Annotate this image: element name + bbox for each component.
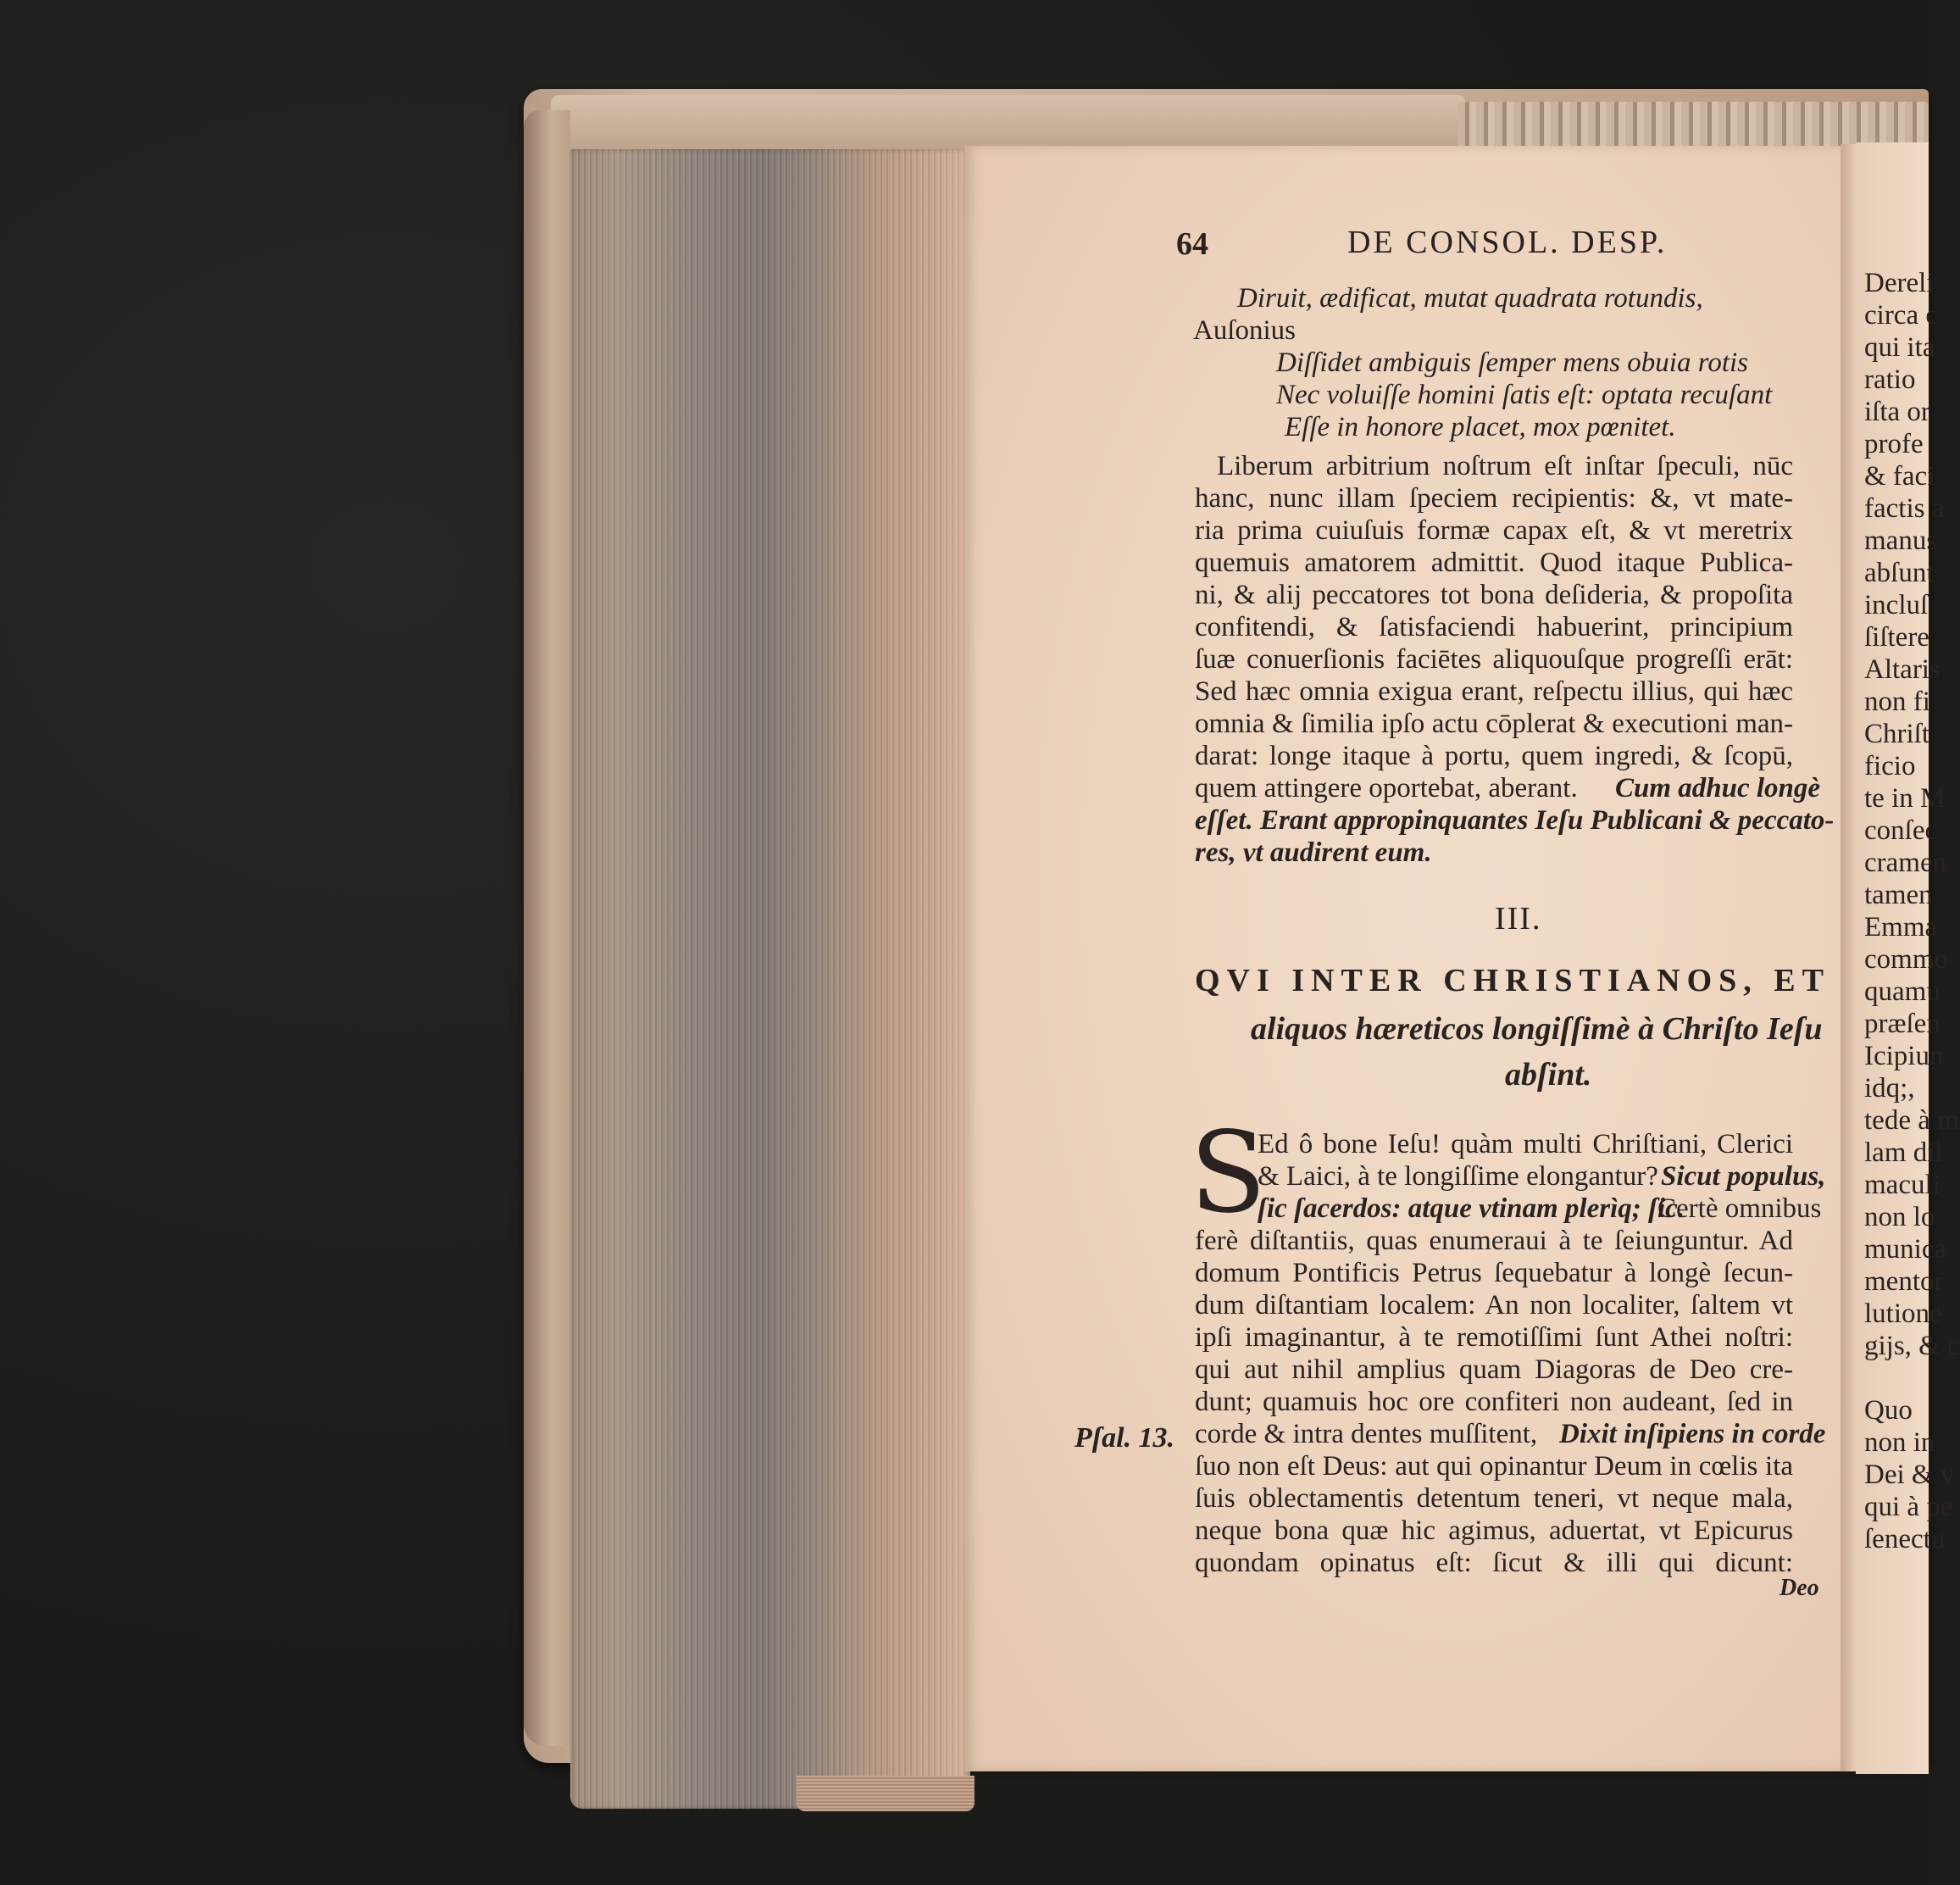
para1-line: res, vt audirent eum. [1195,837,1432,868]
facing-page-line: ratio [1864,364,1916,395]
facing-page-line: conſec [1864,815,1938,846]
page-fore-edge [570,149,970,1809]
para2-line: ferè diſtantiis, quas enumeraui à te ſeiunguntur. Ad [1195,1226,1793,1256]
facing-page-line: manus [1864,525,1938,556]
section-subtitle: aliquos hæreticos longiſſimè à Chriſto Ieſu [1251,1011,1823,1047]
para2-italic: Dixit inſipiens in corde [1559,1419,1826,1449]
facing-page-line: abſunt [1864,558,1935,588]
facing-page-line: idq;, [1864,1073,1915,1104]
facing-page-line: Dereli [1864,268,1935,298]
section-title: QVI INTER CHRISTIANOS, ET [1195,963,1830,998]
para2-line: Ed ô bone Ieſu! quàm multi Chriſtiani, Clerici [1258,1129,1793,1159]
facing-page-line: gijs, & c [1864,1331,1960,1361]
facing-page-line: iſta or [1864,397,1930,427]
para1-line: confitendi, & ſatisfaciendi habuerint, principium [1195,612,1793,642]
facing-page-line: tede à m [1864,1105,1959,1136]
verse-author: Auſonius [1193,315,1296,346]
verse-line-2: Diſſidet ambiguis ſemper mens obuia rotis [1276,348,1749,378]
verse-line-3: Nec voluiſſe homini ſatis eſt: optata recuſant [1276,380,1773,410]
facing-page-line: non in [1864,1427,1935,1458]
para2-line: qui aut nihil amplius quam Diagoras de Deo cre- [1195,1354,1793,1385]
para2-line: ſuis oblectamentis detentum teneri, vt neque mala, [1195,1483,1793,1514]
facing-page-line: munica [1864,1234,1947,1265]
facing-page-line: Dei & v [1864,1460,1955,1490]
facing-page-line: Icipiun [1864,1041,1944,1071]
verse-line-1: Diruit, ædificat, mutat quadrata rotundis, [1237,283,1703,314]
page-number: 64 [1176,226,1208,262]
facing-page [1856,142,1960,1774]
para1-line: ſuæ conuerſionis faciētes aliquouſque progreſſi erāt: [1195,644,1793,675]
section-number: III. [1495,901,1542,937]
facing-page-line: non lo [1864,1202,1935,1232]
para2-line: domum Pontificis Petrus ſequebatur à longè ſecun- [1195,1258,1793,1288]
para1-line: ria prima cuiuſuis formæ capax eſt, & vt meretrix [1195,515,1793,546]
facing-page-line: commo [1864,944,1948,975]
facing-page-line: ficio [1864,751,1916,781]
para1-line: omnia & ſimilia ipſo actu cōplerat & executioni man- [1195,709,1793,739]
facing-page-line: circa c [1864,300,1938,331]
para2-line: quondam opinatus eſt: ſicut & illi qui dicunt: [1195,1548,1793,1578]
page-fore-edge-bottom [797,1776,974,1811]
facing-page-line: præſen [1864,1009,1941,1039]
catchword: Deo [1780,1575,1819,1601]
para1-italic-quote: Cum adhuc longè [1615,773,1821,803]
para1-line: hanc, nunc illam ſpeciem recipientis: &, vt mate- [1195,483,1793,514]
para2-line: neque bona quæ hic agimus, aduertat, vt Epicurus [1195,1515,1793,1546]
para2-line: dunt; quamuis hoc ore confiteri non audeant, ſed in [1195,1387,1793,1417]
facing-page-line: te in M [1864,783,1946,814]
facing-page-line: cramen [1864,848,1947,878]
facing-page-line: maculi [1864,1170,1941,1200]
para2-line: corde & intra dentes muſſitent, [1195,1419,1538,1449]
facing-page-line: lam dil [1864,1137,1943,1168]
para1-line: ni, & alij peccatores tot bona deſideria, & propoſita [1195,580,1793,610]
para2-line: ipſi imaginantur, à te remotiſſimi ſunt Athei noſtri: [1195,1322,1793,1353]
facing-page-line: Altaris [1864,654,1941,685]
para2-line: ſic ſacerdos: atque vtinam plerìq; ſic. [1258,1193,1685,1224]
para2-text: Certè omnibus [1657,1193,1822,1224]
running-head: DE CONSOL. DESP. [1347,225,1668,260]
facing-page-line: Quo [1864,1395,1913,1426]
para2-line: ſuo non eſt Deus: aut qui opinantur Deum in cœlis ita [1195,1451,1793,1482]
verse-line-4: Eſſe in honore placet, mox pœnitet. [1285,412,1676,442]
para1-line: quem attingere oportebat, aberant. [1195,773,1578,803]
facing-page-line: non fi [1864,687,1930,717]
para1-line: quemuis amatorem admittit. Quod itaque Publica- [1195,548,1793,578]
facing-page-line: tamen [1864,880,1933,910]
facing-page-line: incluſ [1864,590,1929,620]
facing-page-line: factis a [1864,493,1945,524]
margin-note: Pſal. 13. [1074,1422,1175,1454]
section-subtitle: abſint. [1505,1057,1592,1093]
para1-line: Liberum arbitrium noſtrum eſt inſtar ſpeculi, nūc [1217,451,1793,481]
facing-page-line: ſenectu [1864,1524,1946,1554]
para2-italic: Sicut populus, [1661,1161,1826,1192]
para2-line: dum diſtantiam localem: An non localiter, ſaltem vt [1195,1290,1793,1321]
para2-line: & Laici, à te longiſſime elongantur? [1258,1161,1658,1192]
para1-line: eſſet. Erant appropinquantes Ieſu Publicani & peccato- [1195,805,1835,836]
facing-page-line: qui à pe [1864,1492,1953,1522]
facing-page-line: Chriſt [1864,719,1930,749]
drop-cap: S [1190,1108,1267,1238]
facing-page-line: profe [1864,429,1924,459]
para1-line: darat: longe itaque à portu, quem ingredi, & ſcopū, [1195,741,1793,771]
facing-page-line: ſiſtere [1864,622,1929,653]
facing-page-line: qui ita [1864,332,1935,363]
facing-page-line: & faci [1864,461,1935,492]
para1-line: Sed hæc omnia exigua erant, reſpectu illius, qui hæc [1195,676,1793,707]
facing-page-line: quamu [1864,976,1941,1007]
facing-page-line: mentor [1864,1266,1944,1297]
facing-page-line: lutione [1864,1298,1942,1329]
facing-page-line: Emma [1864,912,1938,942]
book-spine [524,110,570,1746]
